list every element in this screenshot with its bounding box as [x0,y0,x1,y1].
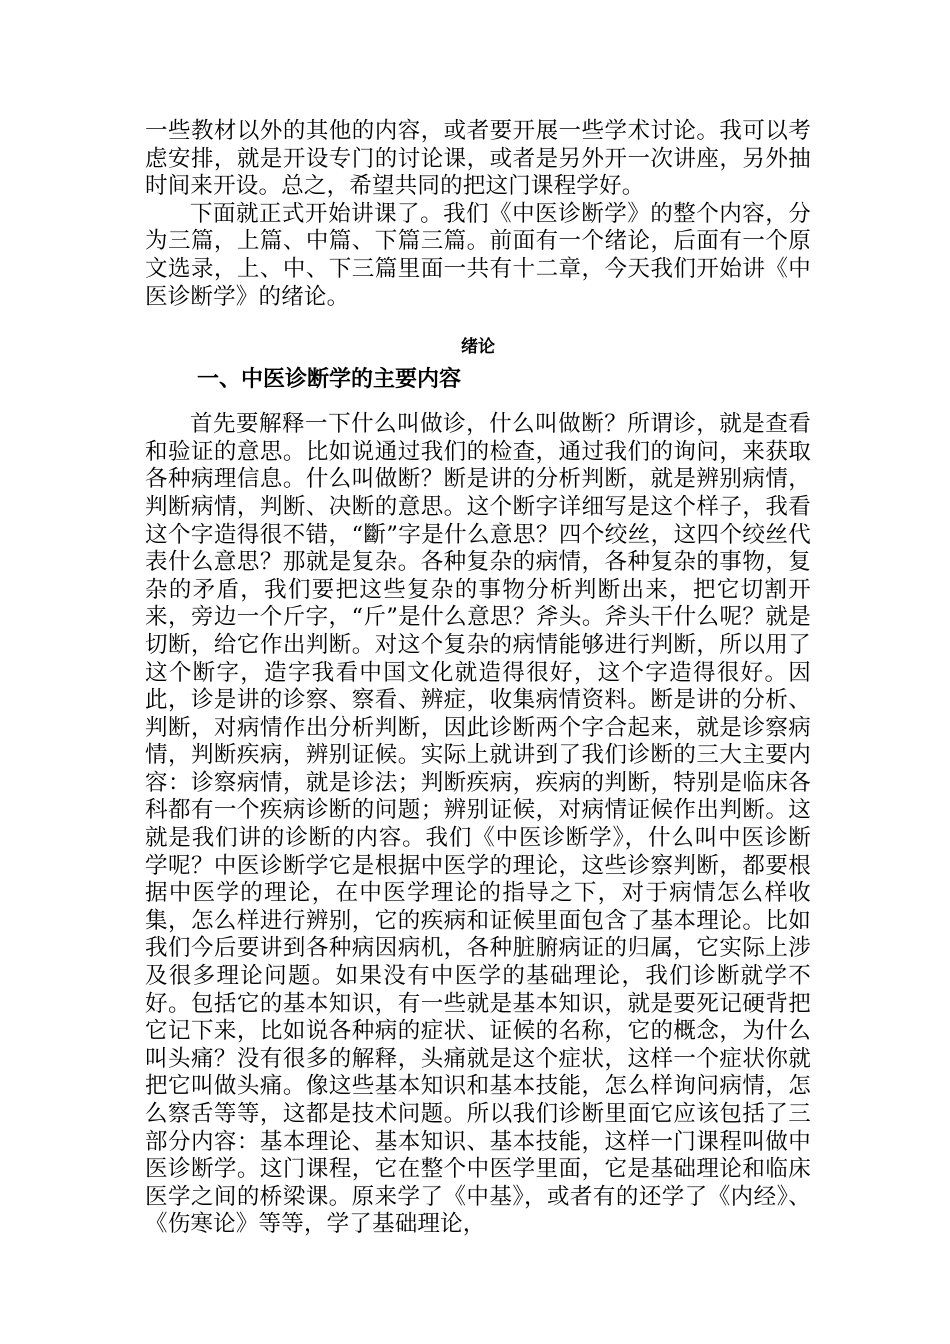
document-page [145,118,811,1239]
paragraph-intro: 下面就正式开始讲课了。我们《中医诊断学》的整个内容，分为三篇，上篇、中篇、下篇三篇。前面有一个绪论，后面有一个原文选录，上、中、下三篇里面一共有十二章，今天我们开始讲《中医诊断学》的绪论。 [145,200,811,310]
paragraph-continuation: 一些教材以外的其他的内容，或者要开展一些学术讨论。我可以考虑安排，就是开设专门的讨论课，或者是另外开一次讲座，另外抽时间来开设。总之，希望共同的把这门课程学好。 [145,118,811,200]
spacer [145,311,811,329]
section-title: 绪论 [461,337,495,358]
subheading: 一、中医诊断学的主要内容 [197,367,462,393]
paragraph-main: 首先要解释一下什么叫做诊，什么叫做断？所谓诊，就是查看和验证的意思。比如说通过我们的检查，通过我们的询问，来获取各种病理信息。什么叫做断？断是讲的分析判断，就是辨别病情，判断病情，判断、决断的意思。这个断字详细写是这个样子，我看这个字造得很不错，“斷”字是什么意思？四个绞丝，这四个绞丝代表什么意思？那就是复杂。各种复杂的病情，各种复杂的事物，复杂的矛盾，我们要把这些复杂的事物分析判断出来，把它切割开来，旁边一个斤字，“斤”是什么意思？斧头。斧头干什么呢？就是切断，给它作出判断。对这个复杂的病情能够进行判断，所以用了这个断字，造字我看中国文化就造得很好，这个字造得很好。因此，诊是讲的诊察、察看、辨症，收集病情资料。断是讲的分析、判断，对病情作出分析判断，因此诊断两个字合起来，就是诊察病情，判断疾病，辨别证候。实际上就讲到了我们诊断的三大主要内容：诊察病情，就是诊法；判断疾病，疾病的判断，特别是临床各科都有一个疾病诊断的问题；辨别证候，对病情证候作出判断。这就是我们讲的诊断的内容。我们《中医诊断学》，什么叫中医诊断学呢？中医诊断学它是根据中医学的理论，这些诊察判断，都要根据中医学的理论，在中医学理论的指导之下，对于病情怎么样收集，怎么样进行辨别，它的疾病和证候里面包含了基本理论。比如我们今后要讲到各种病因病机，各种脏腑病证的归属，它实际上涉及很多理论问题。如果没有中医学的基础理论，我们诊断就学不好。包括它的基本知识，有一些就是基本知识，就是要死记硬背把它记下来，比如说各种病的症状、证候的名称，它的概念，为什么叫头痛？没有很多的解释，头痛就是这个症状，这样一个症状你就把它叫做头痛。像这些基本知识和基本技能，怎么样询问病情，怎么察舌等等，这都是技术问题。所以我们诊断里面它应该包括了三部分内容：基本理论、基本知识、基本技能，这样一门课程叫做中医诊断学。这门课程，它在整个中医学里面，它是基础理论和临床医学之间的桥梁课。原来学了《中基》，或者有的还学了《内经》、《伤寒论》等等，学了基础理论， [145,411,811,1238]
